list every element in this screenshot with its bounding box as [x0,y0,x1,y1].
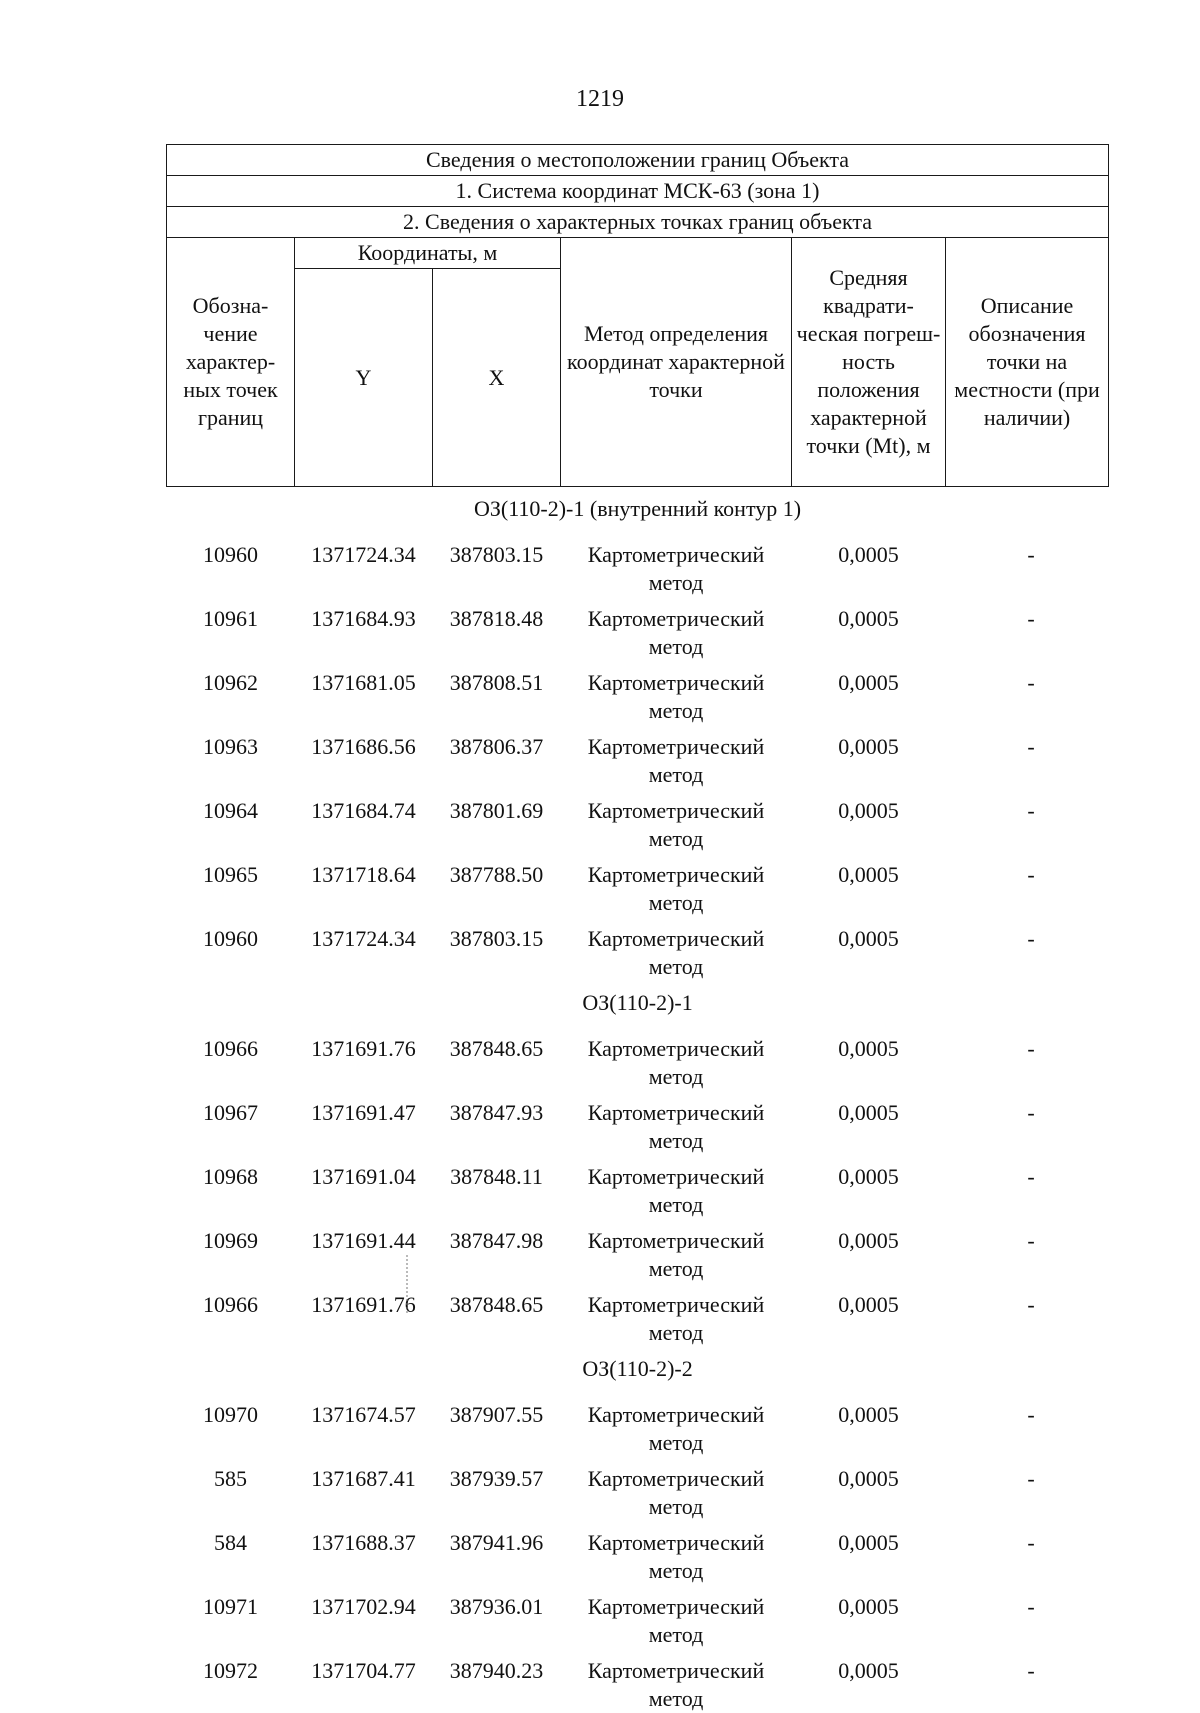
description-cell: - [946,1155,1109,1219]
description-cell: - [946,597,1109,661]
coord-x-cell: 387803.15 [433,533,561,597]
coord-x-cell: 387806.37 [433,725,561,789]
coord-x-cell: 387788.50 [433,853,561,917]
point-id-cell: 10970 [167,1393,295,1457]
point-id-cell: 10963 [167,725,295,789]
point-id-cell: 10966 [167,1283,295,1347]
table-row [167,917,1109,981]
point-id-cell: 10966 [167,1027,295,1091]
description-cell: - [946,1457,1109,1521]
coord-y-cell: 1371674.57 [295,1393,433,1457]
coord-y-cell: 1371724.34 [295,917,433,981]
point-id-cell: 10962 [167,661,295,725]
table-row [167,853,1109,917]
section-title: ОЗ(110-2)-2 [167,1347,1109,1393]
boundary-points-table [166,144,1109,1713]
section-title: ОЗ(110-2)-1 [167,981,1109,1027]
col-header-designation-text: Обозна-чение характер-ных точек границ [167,292,294,432]
table-row [167,1649,1109,1713]
error-cell: 0,0005 [792,853,946,917]
method-cell: Картометрический метод [561,917,792,981]
table-row [167,1155,1109,1219]
description-cell: - [946,1585,1109,1649]
point-id-cell: 10961 [167,597,295,661]
method-cell: Картометрический метод [561,1155,792,1219]
coord-x-cell: 387939.57 [433,1457,561,1521]
error-cell: 0,0005 [792,917,946,981]
col-header-x: X [433,269,561,487]
table-row [167,533,1109,597]
table-row [167,725,1109,789]
point-id-cell: 10968 [167,1155,295,1219]
table-row [167,1027,1109,1091]
error-cell: 0,0005 [792,1283,946,1347]
col-header-error-text: Средняя квадрати-ческая погреш-ность положения характерной точки (Mt), м [792,264,945,460]
coord-y-cell: 1371718.64 [295,853,433,917]
table-header [167,145,1109,487]
table-row [167,1457,1109,1521]
method-cell: Картометрический метод [561,1521,792,1585]
col-header-error [792,238,946,487]
error-cell: 0,0005 [792,1649,946,1713]
coord-x-cell: 387936.01 [433,1585,561,1649]
table-body [167,487,1109,1713]
table-row [167,1283,1109,1347]
method-cell: Картометрический метод [561,1393,792,1457]
table-row [167,1521,1109,1585]
error-cell: 0,0005 [792,789,946,853]
method-cell: Картометрический метод [561,1219,792,1283]
table-row [167,789,1109,853]
description-cell: - [946,1219,1109,1283]
description-cell: - [946,1393,1109,1457]
point-id-cell: 10965 [167,853,295,917]
col-header-method-text: Метод определения координат характерной точки [561,320,791,404]
table-row [167,1091,1109,1155]
error-cell: 0,0005 [792,1091,946,1155]
coord-y-cell: 1371691.76 [295,1283,433,1347]
description-cell: - [946,725,1109,789]
coord-y-cell: 1371681.05 [295,661,433,725]
coord-x-cell: 387940.23 [433,1649,561,1713]
method-cell: Картометрический метод [561,597,792,661]
description-cell: - [946,1283,1109,1347]
point-id-cell: 585 [167,1457,295,1521]
point-id-cell: 10969 [167,1219,295,1283]
description-cell: - [946,661,1109,725]
coord-x-cell: 387907.55 [433,1393,561,1457]
error-cell: 0,0005 [792,1585,946,1649]
section-title-row [167,487,1109,534]
description-cell: - [946,917,1109,981]
coord-y-cell: 1371691.47 [295,1091,433,1155]
page-number: 1219 [0,86,1200,113]
coord-y-cell: 1371687.41 [295,1457,433,1521]
coord-y-cell: 1371702.94 [295,1585,433,1649]
coord-x-cell: 387848.11 [433,1155,561,1219]
coord-y-cell: 1371691.44 [295,1219,433,1283]
coord-x-cell: 387848.65 [433,1027,561,1091]
point-id-cell: 10964 [167,789,295,853]
method-cell: Картометрический метод [561,1457,792,1521]
section-title: ОЗ(110-2)-1 (внутренний контур 1) [167,487,1109,534]
method-cell: Картометрический метод [561,789,792,853]
point-id-cell: 584 [167,1521,295,1585]
coord-y-cell: 1371686.56 [295,725,433,789]
table-row [167,1585,1109,1649]
description-cell: - [946,1521,1109,1585]
coord-x-cell: 387847.93 [433,1091,561,1155]
description-cell: - [946,1027,1109,1091]
point-id-cell: 10960 [167,917,295,981]
method-cell: Картометрический метод [561,1649,792,1713]
coord-y-cell: 1371684.74 [295,789,433,853]
method-cell: Картометрический метод [561,725,792,789]
coord-x-cell: 387803.15 [433,917,561,981]
col-header-description-text: Описание обозначения точки на местности (при наличии) [946,292,1108,432]
coord-x-cell: 387801.69 [433,789,561,853]
error-cell: 0,0005 [792,725,946,789]
description-cell: - [946,1091,1109,1155]
error-cell: 0,0005 [792,661,946,725]
coord-x-cell: 387808.51 [433,661,561,725]
method-cell: Картометрический метод [561,661,792,725]
coord-y-cell: 1371724.34 [295,533,433,597]
table-title: Сведения о местоположении границ Объекта [167,145,1109,176]
error-cell: 0,0005 [792,597,946,661]
method-cell: Картометрический метод [561,1027,792,1091]
coord-y-cell: 1371704.77 [295,1649,433,1713]
description-cell: - [946,789,1109,853]
coord-x-cell: 387848.65 [433,1283,561,1347]
table-row [167,597,1109,661]
col-header-coordinates: Координаты, м [295,238,561,269]
error-cell: 0,0005 [792,1155,946,1219]
table-row [167,1393,1109,1457]
method-cell: Картометрический метод [561,1283,792,1347]
error-cell: 0,0005 [792,1219,946,1283]
error-cell: 0,0005 [792,1521,946,1585]
col-header-y: Y [295,269,433,487]
error-cell: 0,0005 [792,533,946,597]
col-header-description [946,238,1109,487]
description-cell: - [946,533,1109,597]
point-id-cell: 10960 [167,533,295,597]
coord-x-cell: 387818.48 [433,597,561,661]
coord-y-cell: 1371684.93 [295,597,433,661]
coord-y-cell: 1371691.76 [295,1027,433,1091]
error-cell: 0,0005 [792,1027,946,1091]
table-row [167,1219,1109,1283]
coord-x-cell: 387941.96 [433,1521,561,1585]
error-cell: 0,0005 [792,1393,946,1457]
section-title-row [167,1347,1109,1393]
error-cell: 0,0005 [792,1457,946,1521]
point-id-cell: 10972 [167,1649,295,1713]
point-id-cell: 10967 [167,1091,295,1155]
description-cell: - [946,1649,1109,1713]
method-cell: Картометрический метод [561,1091,792,1155]
col-header-method [561,238,792,487]
description-cell: - [946,853,1109,917]
point-id-cell: 10971 [167,1585,295,1649]
coord-x-cell: 387847.98 [433,1219,561,1283]
section-title-row [167,981,1109,1027]
coord-y-cell: 1371691.04 [295,1155,433,1219]
method-cell: Картометрический метод [561,853,792,917]
method-cell: Картометрический метод [561,533,792,597]
scan-artifact-dots [406,1255,416,1313]
coordinate-system-title: 1. Система координат МСК-63 (зона 1) [167,176,1109,207]
col-header-designation [167,238,295,487]
table-row [167,661,1109,725]
method-cell: Картометрический метод [561,1585,792,1649]
coord-y-cell: 1371688.37 [295,1521,433,1585]
points-section-title: 2. Сведения о характерных точках границ объекта [167,207,1109,238]
